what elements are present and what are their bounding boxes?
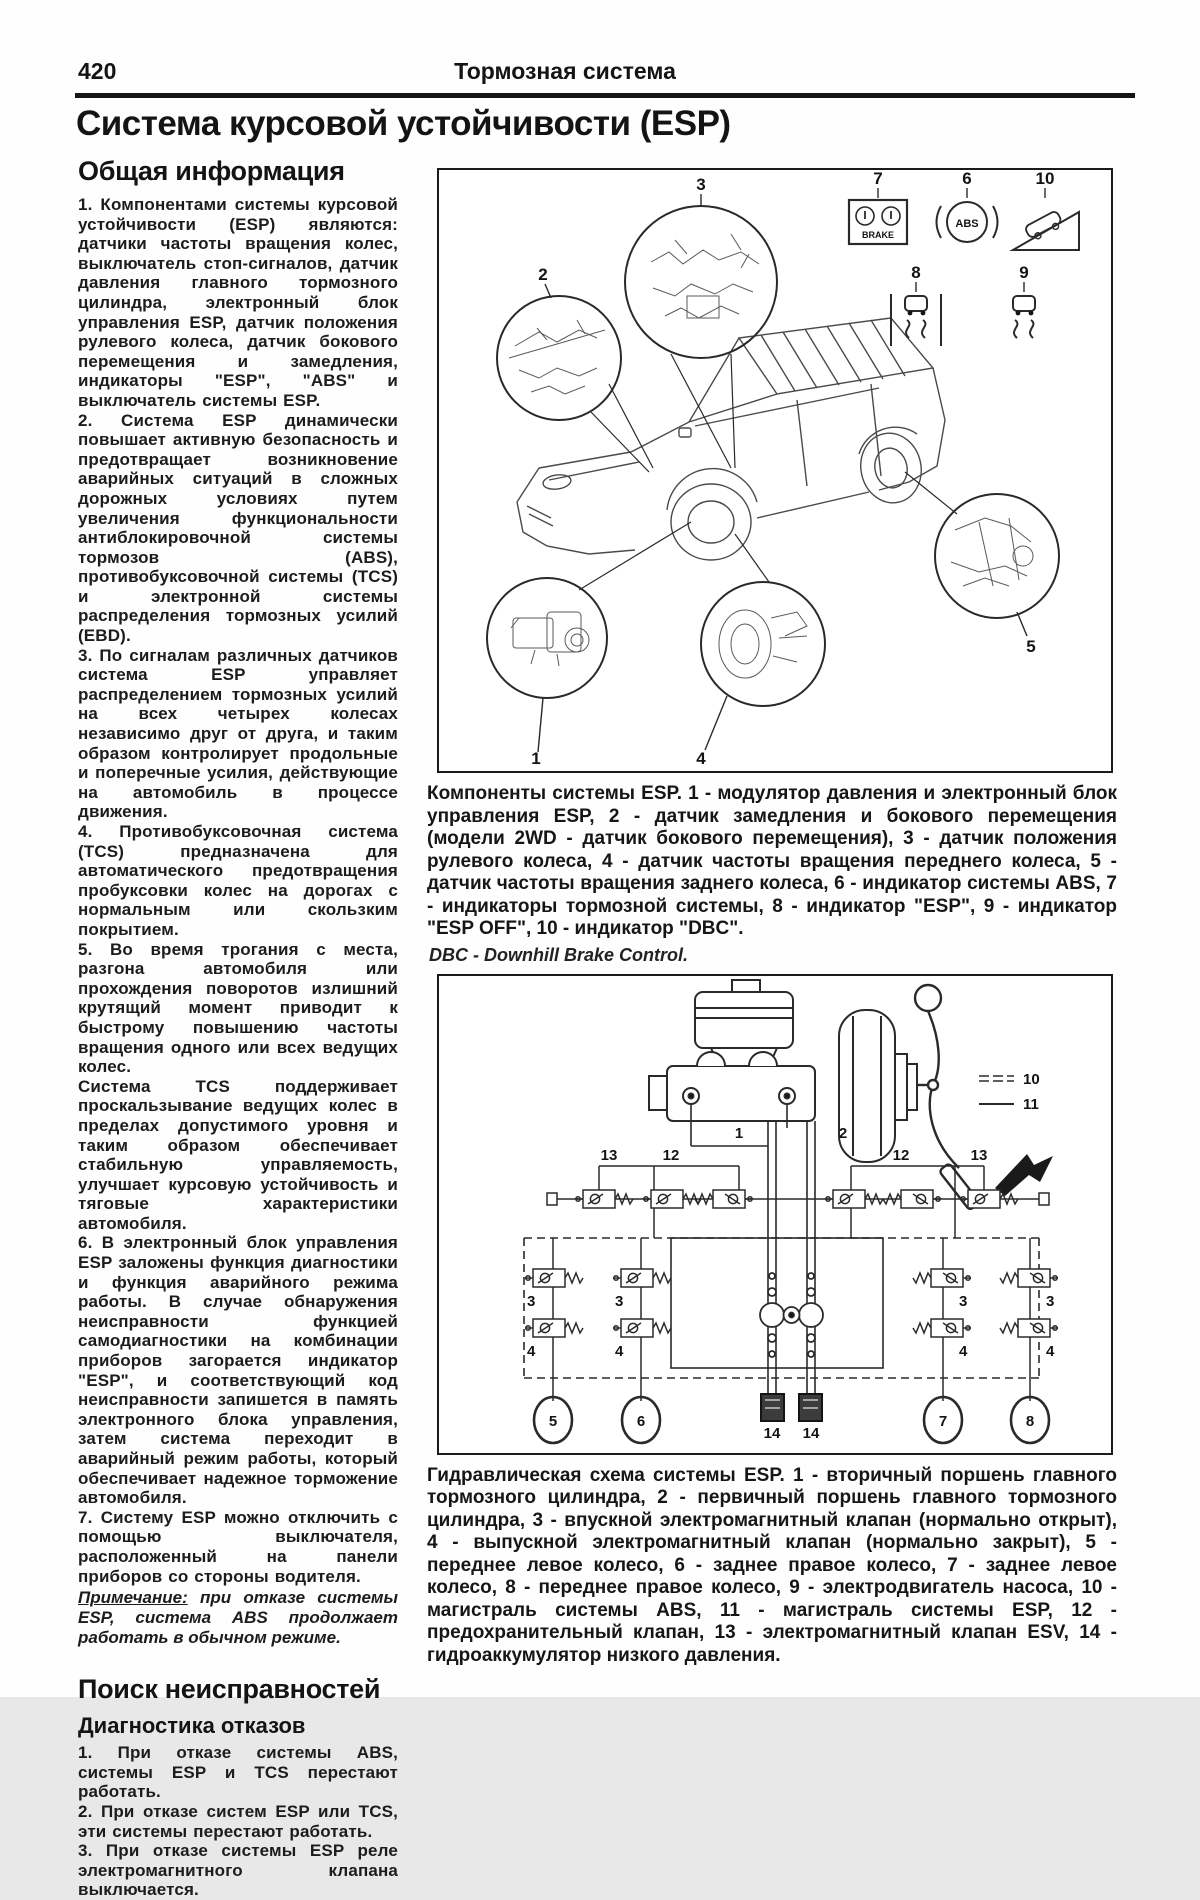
figure2-caption: Гидравлическая схема системы ESP. 1 - вторичный поршень главного тормозного цилиндра, 2 - первичный поршень главного тормозного цилиндра, 3 - впускной электромагнитный клапан (нормально открыт), 4 - выпускной электромагнитный клапан (нормально закрыт), 5 - переднее левое колесо, 6 - заднее правое колесо, 7 - заднее левое колесо, 8 - переднее правое колесо, 9 - электродвигатель насоса, 10 - магистраль системы ABS, 11 - магистраль системы ESP, 12 - предохранительный клапан, 13 - электромагнитный клапан ESV, 14 - гидроаккумулятор низкого давления.: [427, 1464, 1117, 1666]
header-rule: [75, 93, 1135, 98]
icon-number: 7: [873, 169, 883, 188]
paragraph: Система TCS поддерживает проскальзывание ведущих колес в пределах допустимого уровня и таким образом обеспечивает стабильную управляемость, улучшает курсовую устойчивость и тяговые характеристики автомобиля.: [78, 1076, 398, 1233]
callout-number: 4: [696, 749, 706, 768]
paragraph: 7. Систему ESP можно отключить с помощью выключателя, расположенный на панели приборов со стороны водителя.: [78, 1507, 398, 1586]
valve-manifold: [547, 1166, 1049, 1238]
inlet-valve-label: 3: [615, 1292, 624, 1310]
diagnostic-item: 2. При отказе систем ESP или TCS, эти системы перестают работать.: [78, 1801, 398, 1841]
paragraph: 4. Противобуксовочная система (TCS) предназначена для автоматического предотвращения пробуксовки колес на дорогах с нормальным или скользким покрытием.: [78, 822, 398, 939]
secondary-piston-label: 1: [734, 1124, 744, 1142]
note-label: Примечание:: [78, 1588, 188, 1608]
callout-rear-wheel-sensor: [905, 472, 1059, 656]
paragraph: 2. Система ESP динамически повышает активную безопасность и предотвращает возникновение аварийных ситуаций в сложных дорожных условиях путем увеличения функциональности антиблокировочной системы тормозов (ABS), противобуксовочной системы (TCS) и электронной системы распределения тормозных усилий (EBD).: [78, 410, 398, 646]
esp-components-drawing: [439, 170, 1111, 766]
callout-number: 1: [531, 749, 541, 768]
brake-booster: [839, 1010, 917, 1162]
icon-number: 9: [1019, 263, 1029, 282]
relief-valve-label: 12: [662, 1146, 680, 1164]
dbc-indicator-icon: [1013, 169, 1079, 250]
main-circuit-lines: [691, 1104, 815, 1394]
outlet-valve-label: 4: [527, 1342, 536, 1360]
abs-indicator-icon: [937, 169, 998, 242]
wheel-fl-label: 5: [548, 1412, 558, 1430]
brake-master-cylinder: [649, 1048, 815, 1121]
wheel-rl-label: 7: [938, 1412, 948, 1430]
icon-number: 6: [962, 169, 972, 188]
section-heading-general: Общая информация: [78, 156, 345, 186]
outlet-valve-label: 4: [615, 1342, 624, 1360]
abs-circuit-box: [671, 1238, 883, 1368]
callout-deceleration-sensor: [497, 265, 653, 472]
legend-esp-line: 11: [1023, 1095, 1039, 1113]
paragraph: 3. По сигналам различных датчиков система ESP управляет распределением тормозных усилий на всех четырех колесах независимо друг от друга, и таким образом контролирует продольные и поперечные усилия, действующие на автомобиль в процессе движения.: [78, 645, 398, 822]
esp-hydraulic-drawing: [439, 976, 1111, 1448]
callout-number: 5: [1026, 637, 1036, 656]
brake-indicator-icon: [849, 169, 907, 244]
primary-piston-label: 2: [838, 1124, 848, 1142]
esp-components-figure: [437, 168, 1113, 773]
inlet-valve-label: 3: [1046, 1292, 1055, 1310]
inlet-valve-label: 3: [959, 1292, 968, 1310]
page-title: Система курсовой устойчивости (ESP): [76, 104, 731, 143]
pedal-arrow: [995, 1154, 1053, 1196]
paragraph: 6. В электронный блок управления ESP заложены функция диагностики и функция аварийного режима работы. В случае обнаружения неисправности функцией самодиагностики на комбинации приборов загорается индикатор "ESP", и соответствующий код неисправности запишется в память электронного блока управления, затем система переходит в аварийный режим работы, который обеспечивает надежное торможение автомобиля.: [78, 1233, 398, 1508]
callout-pressure-modulator: [487, 522, 691, 768]
text-column: [78, 156, 398, 1900]
chapter-title: Тормозная система: [454, 58, 676, 84]
diagnostic-item: 3. При отказе системы ESP реле электромагнитного клапана выключается.: [78, 1841, 398, 1900]
icon-number: 8: [911, 263, 921, 282]
left-valve-group: [525, 1238, 671, 1401]
esp-hydraulic-figure: [437, 974, 1113, 1455]
accumulator-label: 14: [802, 1424, 820, 1442]
legend-abs-line: 10: [1023, 1070, 1040, 1088]
outlet-valve-label: 4: [1046, 1342, 1055, 1360]
esv-valve-label: 13: [970, 1146, 988, 1164]
subsection-heading-diagnostics: Диагностика отказов: [78, 1713, 306, 1739]
esv-valve-label: 13: [600, 1146, 618, 1164]
esp-off-indicator-icon: [1013, 263, 1035, 338]
figure1-note: DBC - Downhill Brake Control.: [429, 944, 689, 965]
section-heading-troubleshooting: Поиск неисправностей: [78, 1674, 381, 1705]
brake-label: BRAKE: [861, 230, 895, 240]
figure-column: [427, 168, 1117, 1667]
line-legend: [979, 1071, 1040, 1113]
callout-number: 2: [538, 265, 548, 284]
wheel-fr-label: 8: [1025, 1412, 1035, 1430]
right-valve-group: [913, 1238, 1058, 1401]
diagnostic-item: 1. При отказе системы ABS, системы ESP и TCS перестают работать.: [78, 1743, 398, 1802]
accumulator-label: 14: [763, 1424, 781, 1442]
brake-pedal: [915, 985, 980, 1210]
note-text: при отказе системы ESP, система ABS продолжает работать в обычном режиме.: [78, 1588, 398, 1648]
reservoir: [695, 980, 793, 1048]
icon-number: 10: [1035, 169, 1055, 188]
wheel-rr-label: 6: [636, 1412, 646, 1430]
page-number: 420: [78, 58, 117, 84]
abs-label: ABS: [955, 218, 979, 230]
accumulator: [761, 1394, 822, 1421]
relief-valve-label: 12: [892, 1146, 910, 1164]
inlet-valve-label: 3: [527, 1292, 536, 1310]
pump-motor: [760, 1273, 823, 1357]
outlet-valve-label: 4: [959, 1342, 968, 1360]
figure1-caption: Компоненты системы ESP. 1 - модулятор давления и электронный блок управления ESP, 2 - датчик замедления и бокового перемещения (модели 2WD - датчик бокового перемещения), 3 - датчик положения рулевого колеса, 4 - датчик частоты вращения переднего колеса, 5 - датчик частоты вращения заднего колеса, 6 - индикатор системы ABS, 7 - индикаторы тормозной системы, 8 - индикатор "ESP", 9 - индикатор "ESP OFF", 10 - индикатор "DBC".: [427, 783, 1117, 939]
note: [78, 1588, 398, 1648]
callout-front-wheel-sensor: [696, 534, 825, 768]
esp-indicator-icon: [891, 263, 941, 346]
paragraph: 5. Во время трогания с места, разгона автомобиля или прохождения поворотов излишний крутящий момент приводит к быстрому повышению частоты вращения одного или всех ведущих колес.: [78, 939, 398, 1077]
wheel-circles: [534, 1397, 1049, 1443]
paragraph: 1. Компонентами системы курсовой устойчивости (ESP) являются: датчики частоты вращения колес, выключатель стоп-сигналов, датчик давления главного тормозного цилиндра, электронный блок управления ESP, датчик положения рулевого колеса, датчик бокового перемещения и замедления, индикаторы "ESP", "ABS" и выключатель системы ESP.: [78, 195, 398, 410]
callout-number: 3: [696, 175, 706, 194]
